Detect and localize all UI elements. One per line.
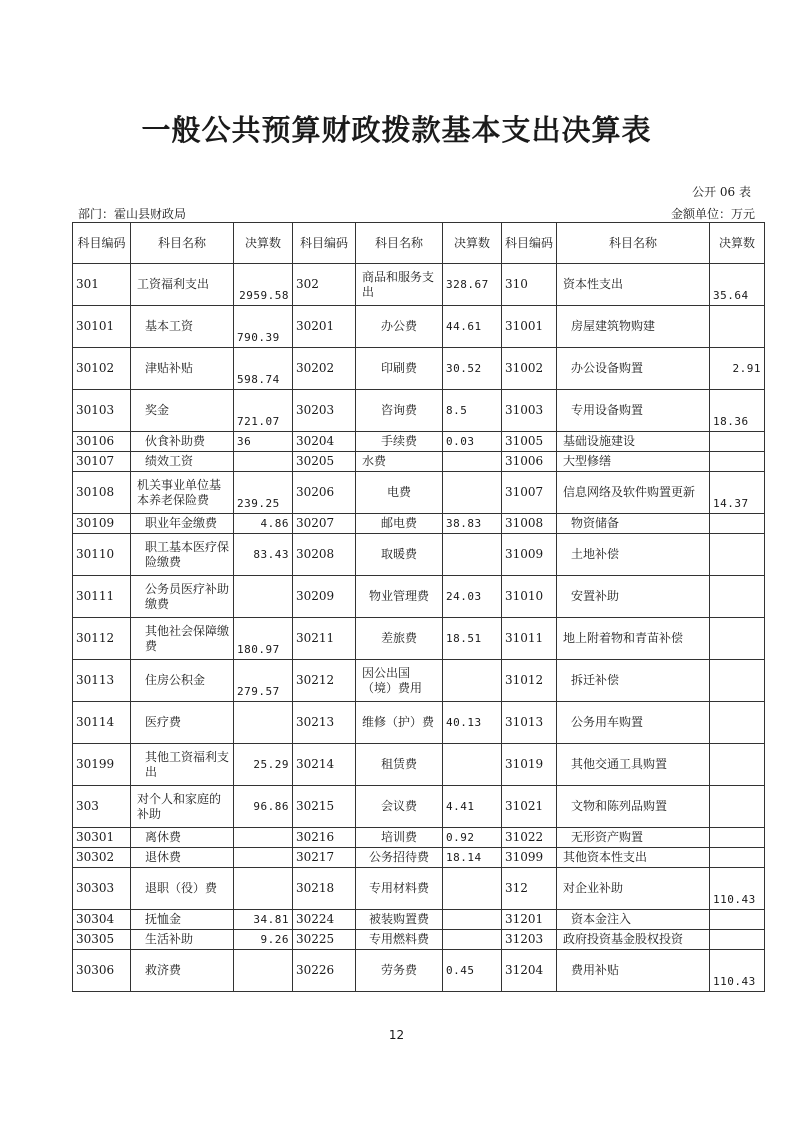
- amount-cell: 0.03: [443, 432, 502, 452]
- name-cell: 对企业补助: [557, 868, 710, 910]
- amount-cell: [710, 576, 765, 618]
- name-cell: 地上附着物和青苗补偿: [557, 618, 710, 660]
- header-subject-name: 科目名称: [131, 223, 234, 264]
- amount-cell: 0.92: [443, 828, 502, 848]
- name-cell: 商品和服务支出: [356, 264, 443, 306]
- amount-cell: [710, 744, 765, 786]
- code-cell: 31011: [502, 618, 557, 660]
- code-cell: 31204: [502, 950, 557, 992]
- amount-cell: 34.81: [234, 910, 293, 930]
- code-cell: 30214: [293, 744, 356, 786]
- code-cell: 31002: [502, 348, 557, 390]
- amount-cell: 25.29: [234, 744, 293, 786]
- name-cell: 物资储备: [557, 514, 710, 534]
- amount-cell: 18.51: [443, 618, 502, 660]
- code-cell: 31007: [502, 472, 557, 514]
- code-cell: 30103: [73, 390, 131, 432]
- amount-cell: [710, 534, 765, 576]
- name-cell: 无形资产购置: [557, 828, 710, 848]
- amount-cell: 8.5: [443, 390, 502, 432]
- name-cell: 抚恤金: [131, 910, 234, 930]
- table-row: [73, 390, 765, 432]
- code-cell: 31001: [502, 306, 557, 348]
- header-final-amount: 决算数: [234, 223, 293, 264]
- amount-cell: 598.74: [234, 348, 293, 390]
- amount-cell: 44.61: [443, 306, 502, 348]
- code-cell: 30226: [293, 950, 356, 992]
- amount-cell: 9.26: [234, 930, 293, 950]
- amount-cell: [443, 744, 502, 786]
- name-cell: 离休费: [131, 828, 234, 848]
- table-header-row: [73, 223, 765, 264]
- amount-cell: 239.25: [234, 472, 293, 514]
- amount-cell: 328.67: [443, 264, 502, 306]
- amount-cell: [234, 828, 293, 848]
- amount-cell: [710, 702, 765, 744]
- code-cell: 31019: [502, 744, 557, 786]
- code-cell: 30301: [73, 828, 131, 848]
- code-cell: 30215: [293, 786, 356, 828]
- name-cell: 医疗费: [131, 702, 234, 744]
- table-row: [73, 306, 765, 348]
- name-cell: 专用设备购置: [557, 390, 710, 432]
- amount-cell: 2959.58: [234, 264, 293, 306]
- amount-cell: [443, 452, 502, 472]
- table-row: [73, 660, 765, 702]
- amount-cell: 4.86: [234, 514, 293, 534]
- name-cell: 对个人和家庭的补助: [131, 786, 234, 828]
- code-cell: 31022: [502, 828, 557, 848]
- code-cell: 31012: [502, 660, 557, 702]
- amount-cell: 18.14: [443, 848, 502, 868]
- page-title: 一般公共预算财政拨款基本支出决算表: [141, 113, 652, 147]
- code-cell: 31003: [502, 390, 557, 432]
- name-cell: 基础设施建设: [557, 432, 710, 452]
- code-cell: 30204: [293, 432, 356, 452]
- name-cell: 基本工资: [131, 306, 234, 348]
- name-cell: 救济费: [131, 950, 234, 992]
- code-cell: 30205: [293, 452, 356, 472]
- code-cell: 30203: [293, 390, 356, 432]
- amount-cell: 4.41: [443, 786, 502, 828]
- name-cell: 退职（役）费: [131, 868, 234, 910]
- code-cell: 30106: [73, 432, 131, 452]
- table-row: [73, 514, 765, 534]
- name-cell: 专用材料费: [356, 868, 443, 910]
- name-cell: 手续费: [356, 432, 443, 452]
- name-cell: 维修（护）费: [356, 702, 443, 744]
- code-cell: 30107: [73, 452, 131, 472]
- name-cell: 水费: [356, 452, 443, 472]
- code-cell: 30109: [73, 514, 131, 534]
- code-cell: 31005: [502, 432, 557, 452]
- amount-cell: [710, 828, 765, 848]
- code-cell: 30216: [293, 828, 356, 848]
- name-cell: 公务员医疗补助缴费: [131, 576, 234, 618]
- table-row: [73, 432, 765, 452]
- amount-cell: [710, 930, 765, 950]
- header-subject-name: 科目名称: [356, 223, 443, 264]
- name-cell: 职业年金缴费: [131, 514, 234, 534]
- amount-cell: [443, 660, 502, 702]
- name-cell: 其他社会保障缴费: [131, 618, 234, 660]
- table-row: [73, 576, 765, 618]
- table-row: [73, 744, 765, 786]
- amount-cell: 721.07: [234, 390, 293, 432]
- name-cell: 差旅费: [356, 618, 443, 660]
- code-cell: 30305: [73, 930, 131, 950]
- table-row: [73, 848, 765, 868]
- amount-cell: [234, 868, 293, 910]
- name-cell: 被装购置费: [356, 910, 443, 930]
- code-cell: 30225: [293, 930, 356, 950]
- code-cell: 30113: [73, 660, 131, 702]
- name-cell: 信息网络及软件购置更新: [557, 472, 710, 514]
- name-cell: 职工基本医疗保险缴费: [131, 534, 234, 576]
- amount-cell: [710, 660, 765, 702]
- amount-cell: 30.52: [443, 348, 502, 390]
- amount-cell: [710, 514, 765, 534]
- amount-cell: 18.36: [710, 390, 765, 432]
- code-cell: 30208: [293, 534, 356, 576]
- code-cell: 31009: [502, 534, 557, 576]
- page-number: 12: [388, 1028, 405, 1042]
- table-row: [73, 828, 765, 848]
- code-cell: 303: [73, 786, 131, 828]
- amount-cell: [710, 848, 765, 868]
- amount-cell: 40.13: [443, 702, 502, 744]
- code-cell: 30213: [293, 702, 356, 744]
- amount-cell: 24.03: [443, 576, 502, 618]
- name-cell: 安置补助: [557, 576, 710, 618]
- code-cell: 310: [502, 264, 557, 306]
- code-cell: 302: [293, 264, 356, 306]
- table-row: [73, 950, 765, 992]
- form-number: 公开 06 表: [692, 185, 751, 199]
- amount-cell: 14.37: [710, 472, 765, 514]
- name-cell: 工资福利支出: [131, 264, 234, 306]
- amount-cell: [234, 452, 293, 472]
- name-cell: 咨询费: [356, 390, 443, 432]
- amount-cell: [710, 786, 765, 828]
- amount-cell: [710, 432, 765, 452]
- table-row: [73, 786, 765, 828]
- name-cell: 土地补偿: [557, 534, 710, 576]
- code-cell: 31201: [502, 910, 557, 930]
- name-cell: 其他资本性支出: [557, 848, 710, 868]
- expenditure-table: [72, 222, 765, 992]
- name-cell: 资本金注入: [557, 910, 710, 930]
- table-row: [73, 472, 765, 514]
- amount-cell: [234, 950, 293, 992]
- code-cell: 301: [73, 264, 131, 306]
- name-cell: 其他交通工具购置: [557, 744, 710, 786]
- amount-cell: [710, 452, 765, 472]
- table-row: [73, 868, 765, 910]
- header-final-amount: 决算数: [710, 223, 765, 264]
- amount-cell: [234, 702, 293, 744]
- table-row: [73, 348, 765, 390]
- code-cell: 30209: [293, 576, 356, 618]
- code-cell: 30112: [73, 618, 131, 660]
- table-row: [73, 452, 765, 472]
- code-cell: 31008: [502, 514, 557, 534]
- amount-cell: [443, 930, 502, 950]
- code-cell: 30211: [293, 618, 356, 660]
- name-cell: 印刷费: [356, 348, 443, 390]
- name-cell: 机关事业单位基本养老保险费: [131, 472, 234, 514]
- code-cell: 30304: [73, 910, 131, 930]
- header-final-amount: 决算数: [443, 223, 502, 264]
- name-cell: 公务招待费: [356, 848, 443, 868]
- table-row: [73, 910, 765, 930]
- amount-cell: 36: [234, 432, 293, 452]
- amount-cell: [443, 910, 502, 930]
- code-cell: 30111: [73, 576, 131, 618]
- code-cell: 30306: [73, 950, 131, 992]
- amount-cell: 110.43: [710, 950, 765, 992]
- code-cell: 31203: [502, 930, 557, 950]
- amount-cell: [234, 576, 293, 618]
- table-row: [73, 702, 765, 744]
- name-cell: 办公设备购置: [557, 348, 710, 390]
- code-cell: 30217: [293, 848, 356, 868]
- name-cell: 大型修缮: [557, 452, 710, 472]
- code-cell: 31021: [502, 786, 557, 828]
- amount-cell: 180.97: [234, 618, 293, 660]
- table-row: [73, 930, 765, 950]
- code-cell: 30110: [73, 534, 131, 576]
- amount-cell: [443, 472, 502, 514]
- name-cell: 退休费: [131, 848, 234, 868]
- amount-unit-label: 金额单位：万元: [670, 207, 755, 221]
- code-cell: 30102: [73, 348, 131, 390]
- name-cell: 伙食补助费: [131, 432, 234, 452]
- name-cell: 会议费: [356, 786, 443, 828]
- name-cell: 房屋建筑物购建: [557, 306, 710, 348]
- code-cell: 30207: [293, 514, 356, 534]
- amount-cell: [710, 910, 765, 930]
- name-cell: 劳务费: [356, 950, 443, 992]
- table-row: [73, 618, 765, 660]
- code-cell: 30108: [73, 472, 131, 514]
- name-cell: 奖金: [131, 390, 234, 432]
- name-cell: 专用燃料费: [356, 930, 443, 950]
- amount-cell: 2.91: [710, 348, 765, 390]
- amount-cell: 35.64: [710, 264, 765, 306]
- name-cell: 住房公积金: [131, 660, 234, 702]
- amount-cell: 279.57: [234, 660, 293, 702]
- code-cell: 30202: [293, 348, 356, 390]
- header-subject-code: 科目编码: [502, 223, 557, 264]
- name-cell: 津贴补贴: [131, 348, 234, 390]
- amount-cell: [234, 848, 293, 868]
- amount-cell: [443, 868, 502, 910]
- code-cell: 30206: [293, 472, 356, 514]
- code-cell: 31010: [502, 576, 557, 618]
- name-cell: 因公出国（境）费用: [356, 660, 443, 702]
- header-subject-code: 科目编码: [73, 223, 131, 264]
- name-cell: 文物和陈列品购置: [557, 786, 710, 828]
- name-cell: 公务用车购置: [557, 702, 710, 744]
- code-cell: 30224: [293, 910, 356, 930]
- name-cell: 政府投资基金股权投资: [557, 930, 710, 950]
- amount-cell: 83.43: [234, 534, 293, 576]
- name-cell: 拆迁补偿: [557, 660, 710, 702]
- code-cell: 312: [502, 868, 557, 910]
- amount-cell: [710, 618, 765, 660]
- amount-cell: 0.45: [443, 950, 502, 992]
- code-cell: 30201: [293, 306, 356, 348]
- code-cell: 30212: [293, 660, 356, 702]
- code-cell: 31099: [502, 848, 557, 868]
- name-cell: 电费: [356, 472, 443, 514]
- header-subject-code: 科目编码: [293, 223, 356, 264]
- code-cell: 31006: [502, 452, 557, 472]
- amount-cell: 96.86: [234, 786, 293, 828]
- name-cell: 邮电费: [356, 514, 443, 534]
- name-cell: 取暖费: [356, 534, 443, 576]
- code-cell: 30302: [73, 848, 131, 868]
- amount-cell: 110.43: [710, 868, 765, 910]
- code-cell: 31013: [502, 702, 557, 744]
- name-cell: 其他工资福利支出: [131, 744, 234, 786]
- code-cell: 30199: [73, 744, 131, 786]
- table-row: [73, 264, 765, 306]
- code-cell: 30114: [73, 702, 131, 744]
- name-cell: 租赁费: [356, 744, 443, 786]
- amount-cell: 38.83: [443, 514, 502, 534]
- amount-cell: [710, 306, 765, 348]
- department-label: 部门：霍山县财政局: [78, 207, 187, 221]
- name-cell: 费用补贴: [557, 950, 710, 992]
- name-cell: 绩效工资: [131, 452, 234, 472]
- header-subject-name: 科目名称: [557, 223, 710, 264]
- name-cell: 生活补助: [131, 930, 234, 950]
- amount-cell: 790.39: [234, 306, 293, 348]
- amount-cell: [443, 534, 502, 576]
- name-cell: 物业管理费: [356, 576, 443, 618]
- code-cell: 30303: [73, 868, 131, 910]
- code-cell: 30101: [73, 306, 131, 348]
- name-cell: 办公费: [356, 306, 443, 348]
- name-cell: 资本性支出: [557, 264, 710, 306]
- code-cell: 30218: [293, 868, 356, 910]
- name-cell: 培训费: [356, 828, 443, 848]
- table-row: [73, 534, 765, 576]
